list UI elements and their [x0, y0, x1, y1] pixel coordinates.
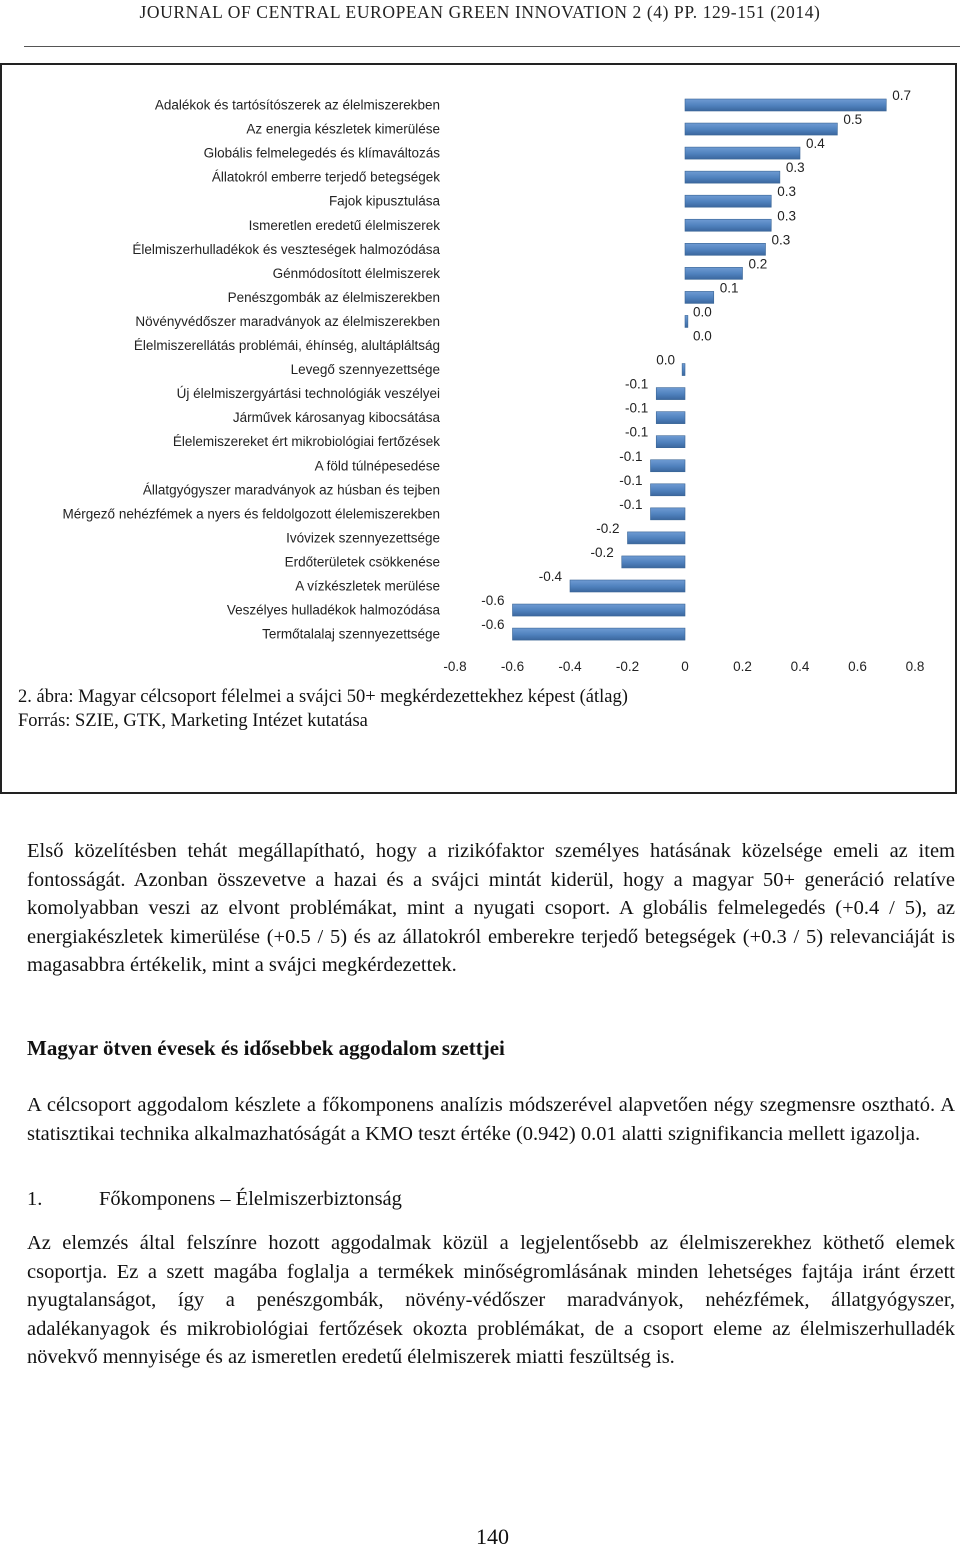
- data-label: -0.1: [624, 424, 649, 440]
- category-label: Ivóvizek szennyezettsége: [286, 530, 440, 546]
- x-tick-label: -0.8: [443, 659, 467, 674]
- category-label: Globális felmelegedés és klímaváltozás: [203, 145, 440, 161]
- data-label: 0.2: [748, 256, 768, 272]
- data-label: 0.3: [771, 232, 791, 248]
- paragraph-2: A célcsoport aggodalom készlete a főkomponens analízis módszerével alapvetően négy szegmensre osztható. A statisztikai technika alkalmazhatóságát a KMO teszt értéke (0.942) 0.01 alatti szignifikancia mellett igazolja.: [27, 1094, 955, 1145]
- bar-chart: [0, 0, 960, 700]
- x-tick-label: 0.2: [733, 659, 752, 674]
- data-label: 0.0: [693, 304, 712, 320]
- bar: [685, 99, 886, 111]
- category-label: Ismeretlen eredetű élelmiszerek: [248, 217, 440, 233]
- bar: [656, 388, 685, 400]
- category-label: Új élelmiszergyártási technológiák veszélyei: [176, 386, 440, 402]
- bar: [685, 195, 771, 207]
- data-label: -0.2: [596, 520, 620, 536]
- bar: [513, 604, 686, 616]
- data-label: -0.1: [619, 496, 643, 512]
- category-label: Termőtalalaj szennyezettsége: [262, 626, 440, 642]
- bar: [570, 580, 685, 592]
- bar: [651, 484, 686, 496]
- bar: [651, 460, 686, 472]
- bar: [622, 556, 685, 568]
- bar: [513, 628, 686, 640]
- category-label: Élelmiszerhulladékok és veszteségek halmozódása: [132, 241, 440, 257]
- category-label: A föld túlnépesedése: [314, 458, 440, 474]
- data-label: 0.1: [719, 280, 739, 296]
- x-tick-label: -0.6: [500, 659, 525, 674]
- data-label: -0.4: [538, 569, 562, 584]
- x-tick-label: -0.4: [558, 659, 582, 674]
- category-label: Erdőterületek csökkenése: [284, 554, 440, 570]
- x-tick-label: -0.2: [615, 659, 640, 674]
- bar: [685, 123, 837, 135]
- category-label: Élelemiszereket ért mikrobiológiai fertőzések: [172, 434, 440, 450]
- category-label: Levegő szennyezettsége: [290, 362, 440, 378]
- list-item-text: Főkomponens – Élelmiszerbiztonság: [99, 1188, 402, 1210]
- section-heading: Magyar ötven évesek és idősebbek aggodalom szettjei: [27, 1036, 505, 1060]
- category-label: A vízkészletek merülése: [295, 578, 440, 594]
- category-label: Élelmiszerellátás problémái, éhínség, alultápláltság: [133, 338, 440, 353]
- data-label: 0.0: [693, 328, 712, 344]
- bar: [628, 532, 686, 544]
- page-number: 140: [476, 1524, 509, 1549]
- journal-header: JOURNAL OF CENTRAL EUROPEAN GREEN INNOVATION 2 (4) PP. 129-151 (2014): [139, 2, 821, 22]
- data-label: -0.1: [624, 376, 649, 392]
- category-label: Állatokról emberre terjedő betegségek: [211, 169, 440, 185]
- category-label: Az energia készletek kimerülése: [246, 121, 440, 137]
- category-label: Fajok kipusztulása: [328, 193, 440, 209]
- category-label: Génmódosított élelmiszerek: [272, 265, 440, 281]
- figure-caption: 2. ábra: Magyar célcsoport félelmei a svájci 50+ megkérdezettekhez képest (átlag): [18, 687, 628, 707]
- category-label: Adalékok és tartósítószerek az élelmiszerekben: [154, 97, 440, 113]
- figure-source: Forrás: SZIE, GTK, Marketing Intézet kutatása: [18, 711, 368, 731]
- x-tick-label: 0.6: [848, 659, 867, 674]
- data-label: -0.6: [481, 617, 505, 633]
- bar: [656, 436, 685, 448]
- bar: [685, 267, 743, 279]
- data-label: 0.0: [656, 352, 675, 368]
- list-item-number: 1.: [27, 1188, 43, 1210]
- x-tick-label: 0.8: [905, 659, 925, 674]
- category-label: Penészgombák az élelmiszerekben: [227, 289, 440, 305]
- data-label: -0.2: [590, 544, 614, 560]
- data-label: -0.1: [619, 472, 643, 488]
- category-label: Járművek károsanyag kibocsátása: [232, 410, 440, 426]
- bar: [685, 315, 688, 327]
- paragraph-3: Az elemzés által felszínre hozott aggodalmak közül a legjelentősebb az élelmiszerekhez köthető elemek csoportja. Ez a szett magába foglalja a termékek minőségromlásának minden lehetséges fajtája iránt érzett nyugtalanságot, így a penészgombák, növény-védőszer maradványok, nehézfémek, állatgyógyszer, adalékanyagok és mikrobiológiai fertőzések okozta problémákat, de a csoport eleme az élelmiszerhulladék növekvő mennyisége és az ismeretlen eredetű élelmiszerek miatti feszültség is.: [27, 1232, 955, 1369]
- paragraph-1: Első közelítésben tehát megállapítható, hogy a rizikófaktor személyes hatásának közelsége emeli az item fontosságát. Azonban összevetve a hazai és a svájci mintát kiderül, hogy a magyar 50+ generáció relatíve komolyabban veszi az elvont problémákat, mint a nyugati csoport. A globális felmelegedés (+0.4 / 5), az energiakészletek kimerülése (+0.5 / 5) és az állatokról emberekre terjedő betegségek (+0.3 / 5) relevanciáját is magasabbra értékelik, mint a svájci megkérdezettek.: [27, 840, 955, 977]
- category-label: Veszélyes hulladékok halmozódása: [226, 602, 440, 618]
- bar: [685, 291, 714, 303]
- data-label: 0.5: [843, 112, 863, 128]
- bar: [685, 243, 766, 255]
- bar: [656, 412, 685, 424]
- x-tick-label: 0.4: [790, 659, 810, 674]
- data-label: 0.4: [806, 136, 825, 152]
- category-label: Növényvédőszer maradványok az élelmiszerekben: [135, 313, 440, 329]
- data-label: 0.3: [777, 184, 797, 200]
- data-label: 0.3: [785, 160, 805, 176]
- data-label: -0.1: [619, 448, 643, 464]
- category-label: Állatgyógyszer maradványok az húsban és tejben: [142, 482, 440, 498]
- bar: [685, 219, 771, 231]
- data-label: 0.3: [777, 208, 797, 224]
- bar: [685, 171, 780, 183]
- bar: [682, 364, 685, 376]
- data-label: -0.6: [481, 593, 505, 609]
- category-label: Mérgező nehézfémek a nyers és feldolgozott élelemiszerekben: [62, 506, 440, 522]
- data-label: 0.7: [892, 88, 912, 103]
- data-label: -0.1: [624, 400, 649, 416]
- bar: [685, 147, 800, 159]
- bar: [651, 508, 686, 520]
- list-item-principal-component: [27, 1188, 402, 1211]
- x-tick-label: 0: [681, 659, 689, 674]
